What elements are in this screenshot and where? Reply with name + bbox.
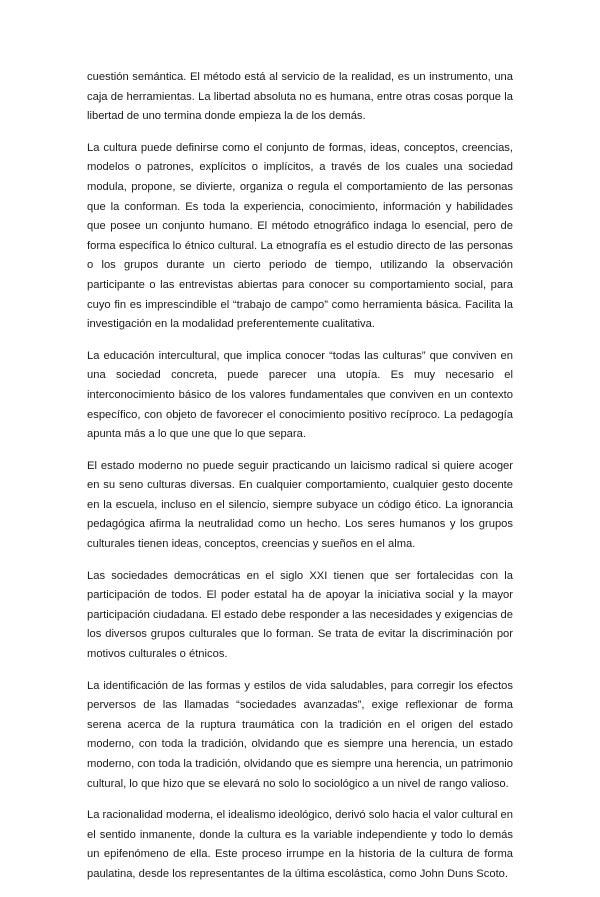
document-page — [87, 68, 513, 897]
paragraph-7: La racionalidad moderna, el idealismo ideológico, derivó solo hacia el valor cultural en el sentido inmanente, donde la cultura es la variable independiente y todo lo demás un epifenómeno de ella. Este proceso irrumpe en la historia de la cultura de forma paulatina, desde los representantes de la última escolástica, como John Duns Scoto. — [87, 809, 513, 880]
paragraph-1: cuestión semántica. El método está al servicio de la realidad, es un instrumento, una caja de herramientas. La libertad absoluta no es humana, entre otras cosas porque la libertad de uno termina donde empieza la de los demás. — [87, 71, 513, 123]
paragraph-2: La cultura puede definirse como el conjunto de formas, ideas, conceptos, creencias, modelos o patrones, explícitos o implícitos, a través de los cuales una sociedad modula, propone, se divierte, organiza o regula el comportamiento de las personas que la conforman. Es toda la experiencia, conocimiento, información y habilidades que posee un conjunto humano. El método etnográfico indaga lo esencial, pero de forma específica lo étnico cultural. La etnografía es el estudio directo de las personas o los grupos durante un cierto periodo de tiempo, utilizando la observación participante o las entrevistas abiertas para conocer su comportamiento social, para cuyo fin es imprescindible el “trabajo de campo” como herramienta básica. Facilita la investigación en la modalidad preferentemente cualitativa. — [87, 141, 513, 331]
paragraph-3: La educación intercultural, que implica conocer “todas las culturas” que conviven en una sociedad concreta, puede parecer una utopía. Es muy necesario el interconocimiento básico de los valores fundamentales que conviven en un contexto específico, con objeto de favorecer el conocimiento positivo recíproco. La pedagogía apunta más a lo que une que lo que separa. — [87, 349, 513, 441]
paragraph-4: El estado moderno no puede seguir practicando un laicismo radical si quiere acoger en su seno culturas diversas. En cualquier comportamiento, cualquier gesto docente en la escuela, incluso en el silencio, siempre subyace un código ético. La ignorancia pedagógica afirma la neutralidad como un hecho. Los seres humanos y los grupos culturales tienen ideas, conceptos, creencias y sueños en el alma. — [87, 459, 513, 551]
paragraph-6: La identificación de las formas y estilos de vida saludables, para corregir los efectos perversos de las llamadas “sociedades avanzadas”, exige reflexionar de forma serena acerca de la ruptura traumática con la tradición en el origen del estado moderno, con toda la tradición, olvidando que es siempre una herencia, un estado moderno, con toda la tradición, olvidando que es siempre una herencia, un patrimonio cultural, lo que hizo que se elevará no solo lo sociológico a un nivel de rango valioso. — [87, 679, 514, 790]
paragraph-5: Las sociedades democráticas en el siglo XXI tienen que ser fortalecidas con la participación de todos. El poder estatal ha de apoyar la iniciativa social y la mayor participación ciudadana. El estado debe responder a las necesidades y exigencias de los diversos grupos culturales que lo forman. Se trata de evitar la discriminación por motivos culturales o étnicos. — [87, 569, 513, 661]
